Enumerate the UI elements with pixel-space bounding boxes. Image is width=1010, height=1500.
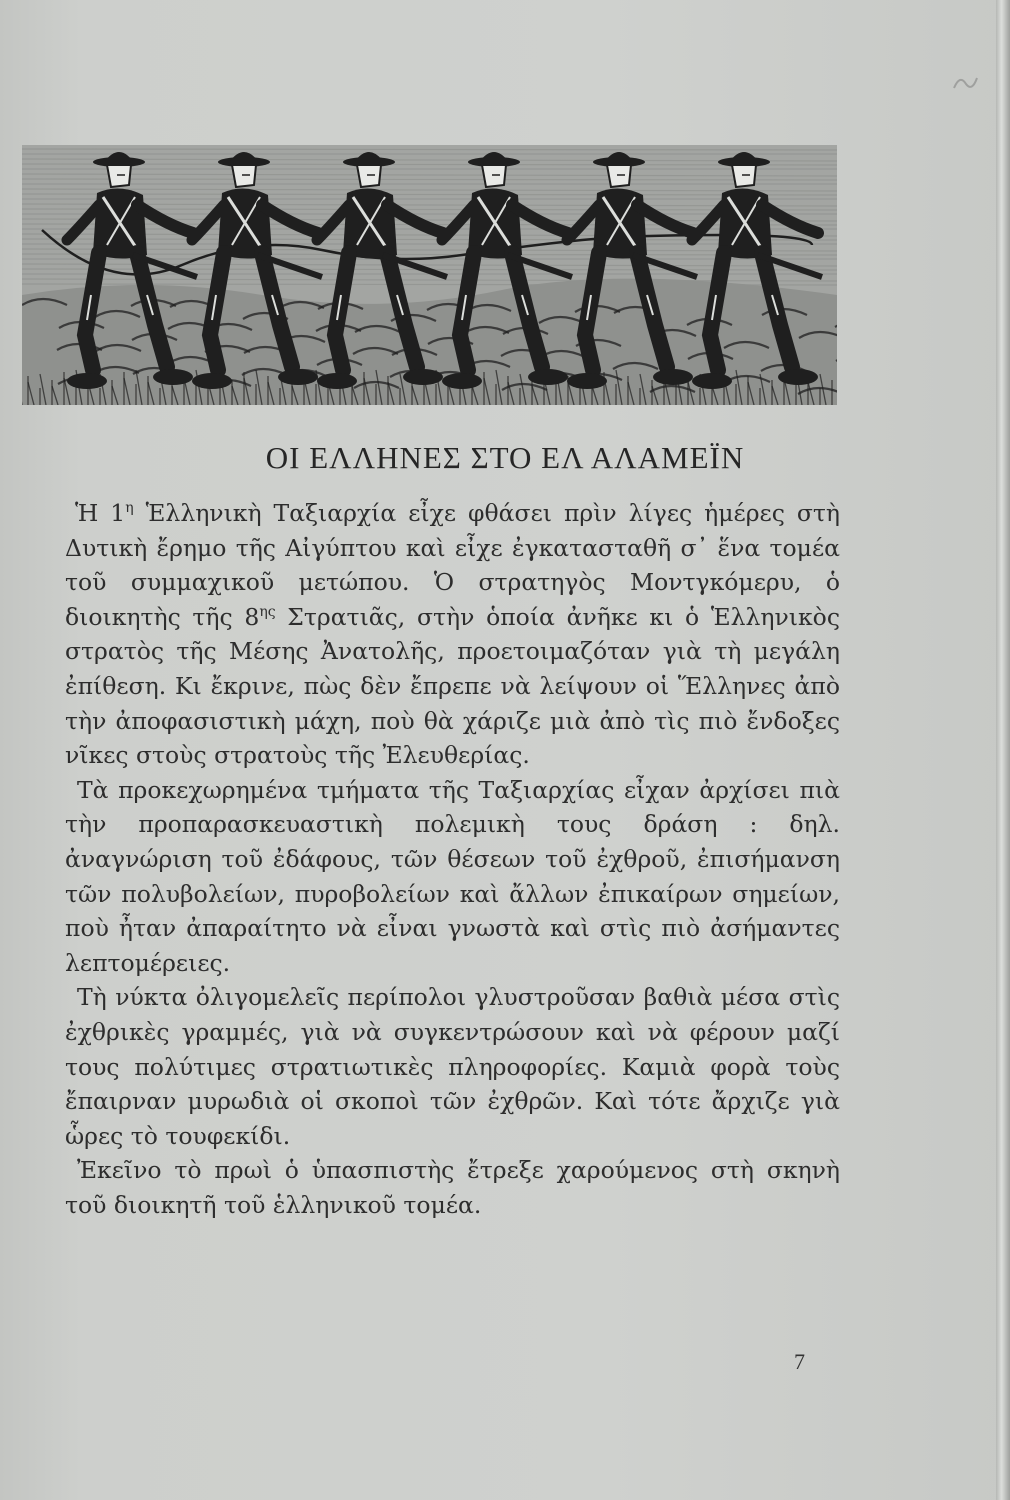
paragraph-1-start: Ἡ 1	[75, 499, 126, 527]
woodcut-illustration	[22, 145, 837, 405]
faint-corner-mark	[950, 70, 980, 96]
paragraph-1-middle: Ἑλληνικὴ Ταξιαρχία εἶχε φθάσει πρὶν λίγες ἡμέρες στὴ Δυτικὴ ἔρημο τῆς Αἰγύπτου καὶ εἶχε ἐγκατασταθῆ σ᾽ ἕνα τομέα τοῦ συμμαχικοῦ μετώπου. Ὁ στρατηγὸς Μοντγκόμερυ, ὁ διοικητὴς τῆς 8	[65, 499, 840, 631]
paragraph-2: Τὰ προκεχωρημένα τμήματα τῆς Ταξιαρχίας εἶχαν ἀρχίσει πιὰ τὴν προπαρασκευαστικὴ πολεμικὴ τους δράση : δηλ. ἀναγνώριση τοῦ ἐδάφους, τῶν θέσεων τοῦ ἐχθροῦ, ἐπισήμανση τῶν πολυβολείων, πυροβολείων καὶ ἄλλων ἐπικαίρων σημείων, ποὺ ἦταν ἀπαραίτητο νὰ εἶναι γνωστὰ καὶ στὶς πιὸ ἀσήμαντες λεπτομέρειες.	[65, 775, 840, 977]
page-number: 7	[794, 1349, 805, 1374]
paragraph-4: Ἐκεῖνο τὸ πρωὶ ὁ ὑπασπιστὴς ἔτρεξε χαρούμενος στὴ σκηνὴ τοῦ διοικητῆ τοῦ ἑλληνικοῦ τομέα.	[65, 1156, 840, 1219]
paragraph-3: Τὴ νύκτα ὀλιγομελεῖς περίπολοι γλυστροῦσαν βαθιὰ μέσα στὶς ἐχθρικὲς γραμμές, γιὰ νὰ συγκεντρώσουν καὶ νὰ φέρουν μαζί τους πολύτιμες στρατιωτικὲς πληροφορίες. Καμιὰ φορὰ τοὺς ἔπαιρναν μυρωδιὰ οἱ σκοποὶ τῶν ἐχθρῶν. Καὶ τότε ἄρχιζε γιὰ ὧρες τὸ τουφεκίδι.	[65, 983, 840, 1150]
book-spine-edge	[996, 0, 1010, 1500]
ordinal-suffix-2: ης	[259, 603, 276, 620]
ordinal-suffix: η	[125, 500, 134, 517]
paragraph-1-end: Στρατιᾶς, στὴν ὁποία ἀνῆκε κι ὁ Ἑλληνικὸς στρατὸς τῆς Μέσης Ἀνατολῆς, προετοιμαζόταν γιὰ τὴ μεγάλη ἐπίθεση. Κι ἔκρινε, πὼς δὲν ἔπρεπε νὰ λείψουν οἱ Ἕλληνες ἀπὸ τὴν ἀποφασιστικὴ μάχη, ποὺ θὰ χάριζε μιὰ ἀπὸ τὶς πιὸ ἔνδοξες νῖκες στοὺς στρατοὺς τῆς Ἐλευθερίας.	[65, 602, 840, 770]
chapter-title: ΟΙ ΕΛΛΗΝΕΣ ΣΤΟ ΕΛ ΑΛΑΜΕΪΝ	[265, 440, 745, 475]
woodcut-soldiers-marching-icon	[22, 145, 837, 405]
paragraph-1	[65, 496, 840, 773]
body-text	[65, 496, 840, 1222]
